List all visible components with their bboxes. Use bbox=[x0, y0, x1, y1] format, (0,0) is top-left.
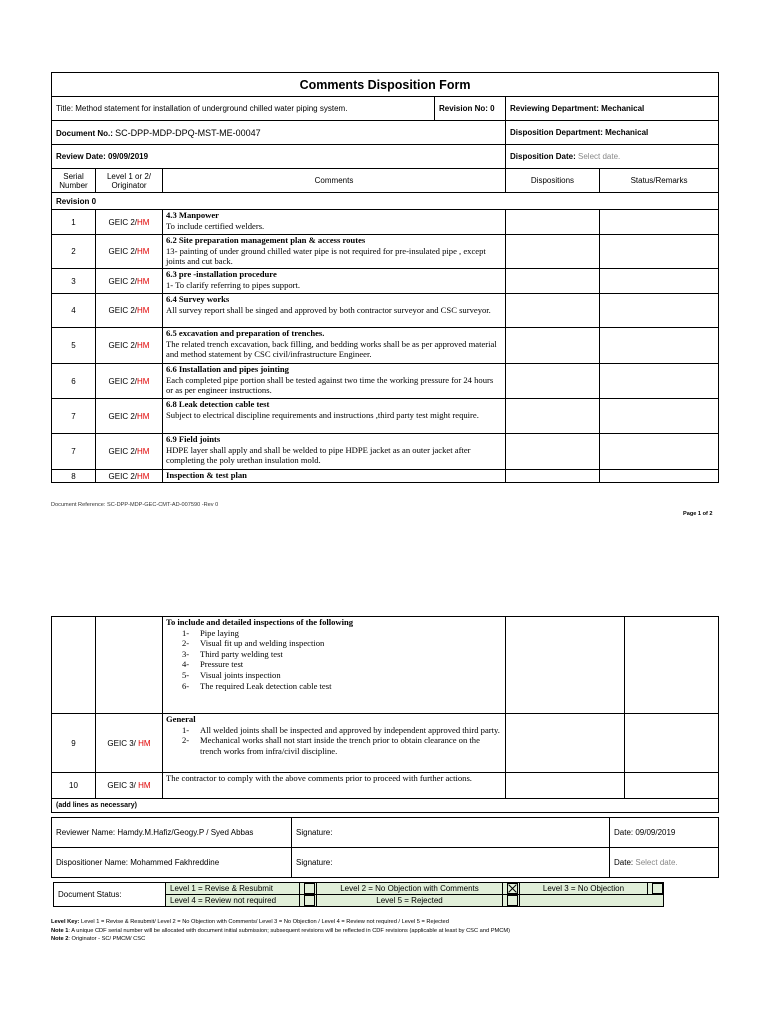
disposition-cell[interactable] bbox=[506, 294, 600, 328]
serial-cell: 8 bbox=[52, 470, 96, 483]
comment-cell: 6.3 pre -installation procedure 1- To clarify referring to pipes support. bbox=[163, 269, 506, 294]
disposition-date-placeholder[interactable]: Select date. bbox=[578, 152, 621, 161]
status-cell[interactable] bbox=[625, 617, 719, 714]
serial-cell: 9 bbox=[52, 714, 96, 773]
status-cell[interactable] bbox=[600, 470, 719, 483]
status-cell[interactable] bbox=[600, 399, 719, 434]
form-title: Comments Disposition Form bbox=[52, 73, 719, 97]
comment-cell: General 1- All welded joints shall be inspected and approved by independent approved third party. 2- Mechanical works shall not start inside the trench prior to obtain clearance on the trench works from infra/civil discipline. bbox=[163, 714, 506, 773]
comment-cell: 6.9 Field joints HDPE layer shall apply and shall be welded to pipe HDPE jacket as an outer jacket after completing the poly urethan insulation mold. bbox=[163, 434, 506, 470]
disposition-cell[interactable] bbox=[506, 617, 625, 714]
col-comments: Comments bbox=[163, 169, 506, 193]
level-cell: GEIC 2/HM bbox=[96, 470, 163, 483]
comment-cell: 6.4 Survey works All survey report shall be singed and approved by both contractor surveyor and CSC surveyor. bbox=[163, 294, 506, 328]
col-dispositions: Dispositions bbox=[506, 169, 600, 193]
status-cell[interactable] bbox=[600, 210, 719, 235]
signature-table bbox=[51, 817, 719, 878]
comment-cell: 6.5 excavation and preparation of trenches. The related trench excavation, back filling, and bedding works shall be as per approved material and method statement by CSC civil/infrastructure Engineer. bbox=[163, 328, 506, 364]
comment-cell: To include and detailed inspections of the following 1- Pipe laying 2- Visual fit up and welding inspection 3- Third party welding test 4- Pressure test 5- Visual joints inspection 6- The required Leak detection cable test bbox=[163, 617, 506, 714]
table-row bbox=[52, 434, 719, 470]
status-cell[interactable] bbox=[600, 434, 719, 470]
inspection-list bbox=[166, 628, 502, 692]
col-level-originator: Level 1 or 2/ Originator bbox=[96, 169, 163, 193]
serial-cell: 5 bbox=[52, 328, 96, 364]
document-status-label: Document Status: bbox=[54, 883, 166, 907]
dispositioner-name: Dispositioner Name: Mohammed Fakhreddine bbox=[52, 848, 292, 878]
comment-cell: Inspection & test plan bbox=[163, 470, 506, 483]
serial-cell: 1 bbox=[52, 210, 96, 235]
reviewing-department: Reviewing Department: Mechanical bbox=[506, 97, 719, 121]
status-level4-checkbox[interactable] bbox=[304, 895, 315, 906]
revision-row: Revision 0 bbox=[52, 193, 719, 210]
table-row bbox=[52, 235, 719, 269]
status-cell[interactable] bbox=[600, 294, 719, 328]
disposition-cell[interactable] bbox=[506, 470, 600, 483]
status-level4-label: Level 4 = Review not required bbox=[166, 895, 300, 907]
disposition-department: Disposition Department: Mechanical bbox=[506, 121, 719, 145]
status-level2-label: Level 2 = No Objection with Comments bbox=[317, 883, 503, 895]
reviewer-signature[interactable]: Signature: bbox=[292, 818, 610, 848]
level-cell: GEIC 2/HM bbox=[96, 364, 163, 399]
status-cell[interactable] bbox=[625, 773, 719, 799]
level-cell: GEIC 2/HM bbox=[96, 210, 163, 235]
disposition-cell[interactable] bbox=[506, 235, 600, 269]
serial-cell: 7 bbox=[52, 434, 96, 470]
status-level2-checkbox[interactable] bbox=[507, 883, 518, 894]
comments-disposition-table bbox=[51, 72, 719, 483]
serial-cell: 7 bbox=[52, 399, 96, 434]
status-level3-label: Level 3 = No Objection bbox=[520, 883, 648, 895]
list-item: 2- Mechanical works shall not start inside the trench prior to obtain clearance on the trench works from infra/civil discipline. bbox=[182, 735, 480, 756]
document-title: Title: Method statement for installation of underground chilled water piping system. bbox=[52, 97, 435, 121]
notes bbox=[51, 918, 718, 944]
list-item: 2- Visual fit up and welding inspection bbox=[182, 638, 325, 649]
document-reference: Document Reference: SC-DPP-MDP-GEC-CMT-AD-007590 -Rev 0 bbox=[51, 502, 219, 508]
document-number: Document No.: SC-DPP-MDP-DPQ-MST-ME-00047 bbox=[52, 121, 506, 145]
serial-cell: 6 bbox=[52, 364, 96, 399]
reviewer-date: Date: 09/09/2019 bbox=[610, 818, 719, 848]
level-cell: GEIC 3/ HM bbox=[96, 714, 163, 773]
status-cell[interactable] bbox=[625, 714, 719, 773]
serial-cell bbox=[52, 617, 96, 714]
status-cell[interactable] bbox=[600, 364, 719, 399]
serial-cell: 10 bbox=[52, 773, 96, 799]
level-cell: GEIC 2/HM bbox=[96, 328, 163, 364]
document-status-table bbox=[53, 882, 664, 907]
status-level5-label: Level 5 = Rejected bbox=[317, 895, 503, 907]
note-1: Note 1: A unique CDF serial number will be allocated with document initial submission; subsequent revisions will be reflected in CDF revisions (applicable at least by CSC and PMCM) bbox=[51, 927, 511, 934]
level-cell: GEIC 2/HM bbox=[96, 235, 163, 269]
table-row bbox=[52, 617, 719, 714]
comment-cell: 6.2 Site preparation management plan & access routes 13- painting of under ground chilled water pipe is not required for pre-insulated pipe , except joints and cut back. bbox=[163, 235, 506, 269]
disposition-cell[interactable] bbox=[506, 714, 625, 773]
table-row bbox=[52, 294, 719, 328]
table-row bbox=[52, 470, 719, 483]
table-row bbox=[52, 773, 719, 799]
serial-cell: 3 bbox=[52, 269, 96, 294]
reviewer-name: Reviewer Name: Hamdy.M.Hafiz/Geogy.P / Syed Abbas bbox=[52, 818, 292, 848]
revision-number: Revision No: 0 bbox=[435, 97, 506, 121]
disposition-cell[interactable] bbox=[506, 773, 625, 799]
general-list bbox=[166, 725, 502, 757]
level-cell: GEIC 2/HM bbox=[96, 269, 163, 294]
disposition-cell[interactable] bbox=[506, 210, 600, 235]
list-item: 6- The required Leak detection cable test bbox=[182, 680, 332, 691]
serial-cell: 2 bbox=[52, 235, 96, 269]
status-cell[interactable] bbox=[600, 328, 719, 364]
comment-cell: 4.3 Manpower To include certified welders. bbox=[163, 210, 506, 235]
comments-continuation-table bbox=[51, 616, 719, 813]
list-item: 1- All welded joints shall be inspected and approved by independent approved third party. bbox=[182, 724, 500, 735]
table-row bbox=[52, 328, 719, 364]
dispositioner-date-placeholder[interactable]: Select date. bbox=[635, 858, 678, 867]
disposition-cell[interactable] bbox=[506, 328, 600, 364]
table-row bbox=[52, 364, 719, 399]
level-cell: GEIC 2/HM bbox=[96, 294, 163, 328]
add-lines-note: (add lines as necessary) bbox=[52, 799, 719, 813]
table-row bbox=[52, 269, 719, 294]
col-status-remarks: Status/Remarks bbox=[600, 169, 719, 193]
table-row bbox=[52, 399, 719, 434]
page-number: Page 1 of 2 bbox=[683, 511, 713, 517]
disposition-cell[interactable] bbox=[506, 434, 600, 470]
note-2: Note 2: Originator - SC/ PMCM/ CSC bbox=[51, 936, 146, 943]
col-serial-number: Serial Number bbox=[52, 169, 96, 193]
status-level1-checkbox[interactable] bbox=[304, 883, 315, 894]
level-key-note: Level Key: Level 1 = Revise & Resubmit/ Level 2 = No Objection with Comments/ Level 3 = No Objection / Level 4 = Review not required / Level 5 = Rejected bbox=[51, 919, 449, 925]
list-item: 5- Visual joints inspection bbox=[182, 669, 281, 680]
disposition-cell[interactable] bbox=[506, 269, 600, 294]
comment-cell: The contractor to comply with the above comments prior to proceed with further actions. bbox=[163, 773, 506, 799]
disposition-cell[interactable] bbox=[506, 364, 600, 399]
dispositioner-signature[interactable]: Signature: bbox=[292, 848, 610, 878]
comment-cell: 6.6 Installation and pipes jointing Each completed pipe portion shall be tested against two time the working pressure for 24 hours or as per engineer instructions. bbox=[163, 364, 506, 399]
status-level1-label: Level 1 = Revise & Resubmit bbox=[166, 883, 300, 895]
comment-cell: 6.8 Leak detection cable test Subject to electrical discipline requirements and instructions ,third party test might require. bbox=[163, 399, 506, 434]
list-item: 3- Third party welding test bbox=[182, 648, 283, 659]
list-item: 4- Pressure test bbox=[182, 659, 244, 670]
status-level5-checkbox[interactable] bbox=[507, 895, 518, 906]
table-row bbox=[52, 210, 719, 235]
level-cell: GEIC 2/HM bbox=[96, 399, 163, 434]
status-cell[interactable] bbox=[600, 269, 719, 294]
status-cell[interactable] bbox=[600, 235, 719, 269]
dispositioner-date-field[interactable]: Date: Select date. bbox=[610, 848, 719, 878]
list-item: 1- Pipe laying bbox=[182, 627, 239, 638]
review-date: Review Date: 09/09/2019 bbox=[52, 145, 506, 169]
level-cell: GEIC 2/HM bbox=[96, 434, 163, 470]
disposition-date-field[interactable]: Disposition Date: Select date. bbox=[506, 145, 719, 169]
table-row bbox=[52, 714, 719, 773]
level-cell bbox=[96, 617, 163, 714]
serial-cell: 4 bbox=[52, 294, 96, 328]
status-level3-checkbox[interactable] bbox=[652, 883, 663, 894]
level-cell: GEIC 3/ HM bbox=[96, 773, 163, 799]
disposition-cell[interactable] bbox=[506, 399, 600, 434]
